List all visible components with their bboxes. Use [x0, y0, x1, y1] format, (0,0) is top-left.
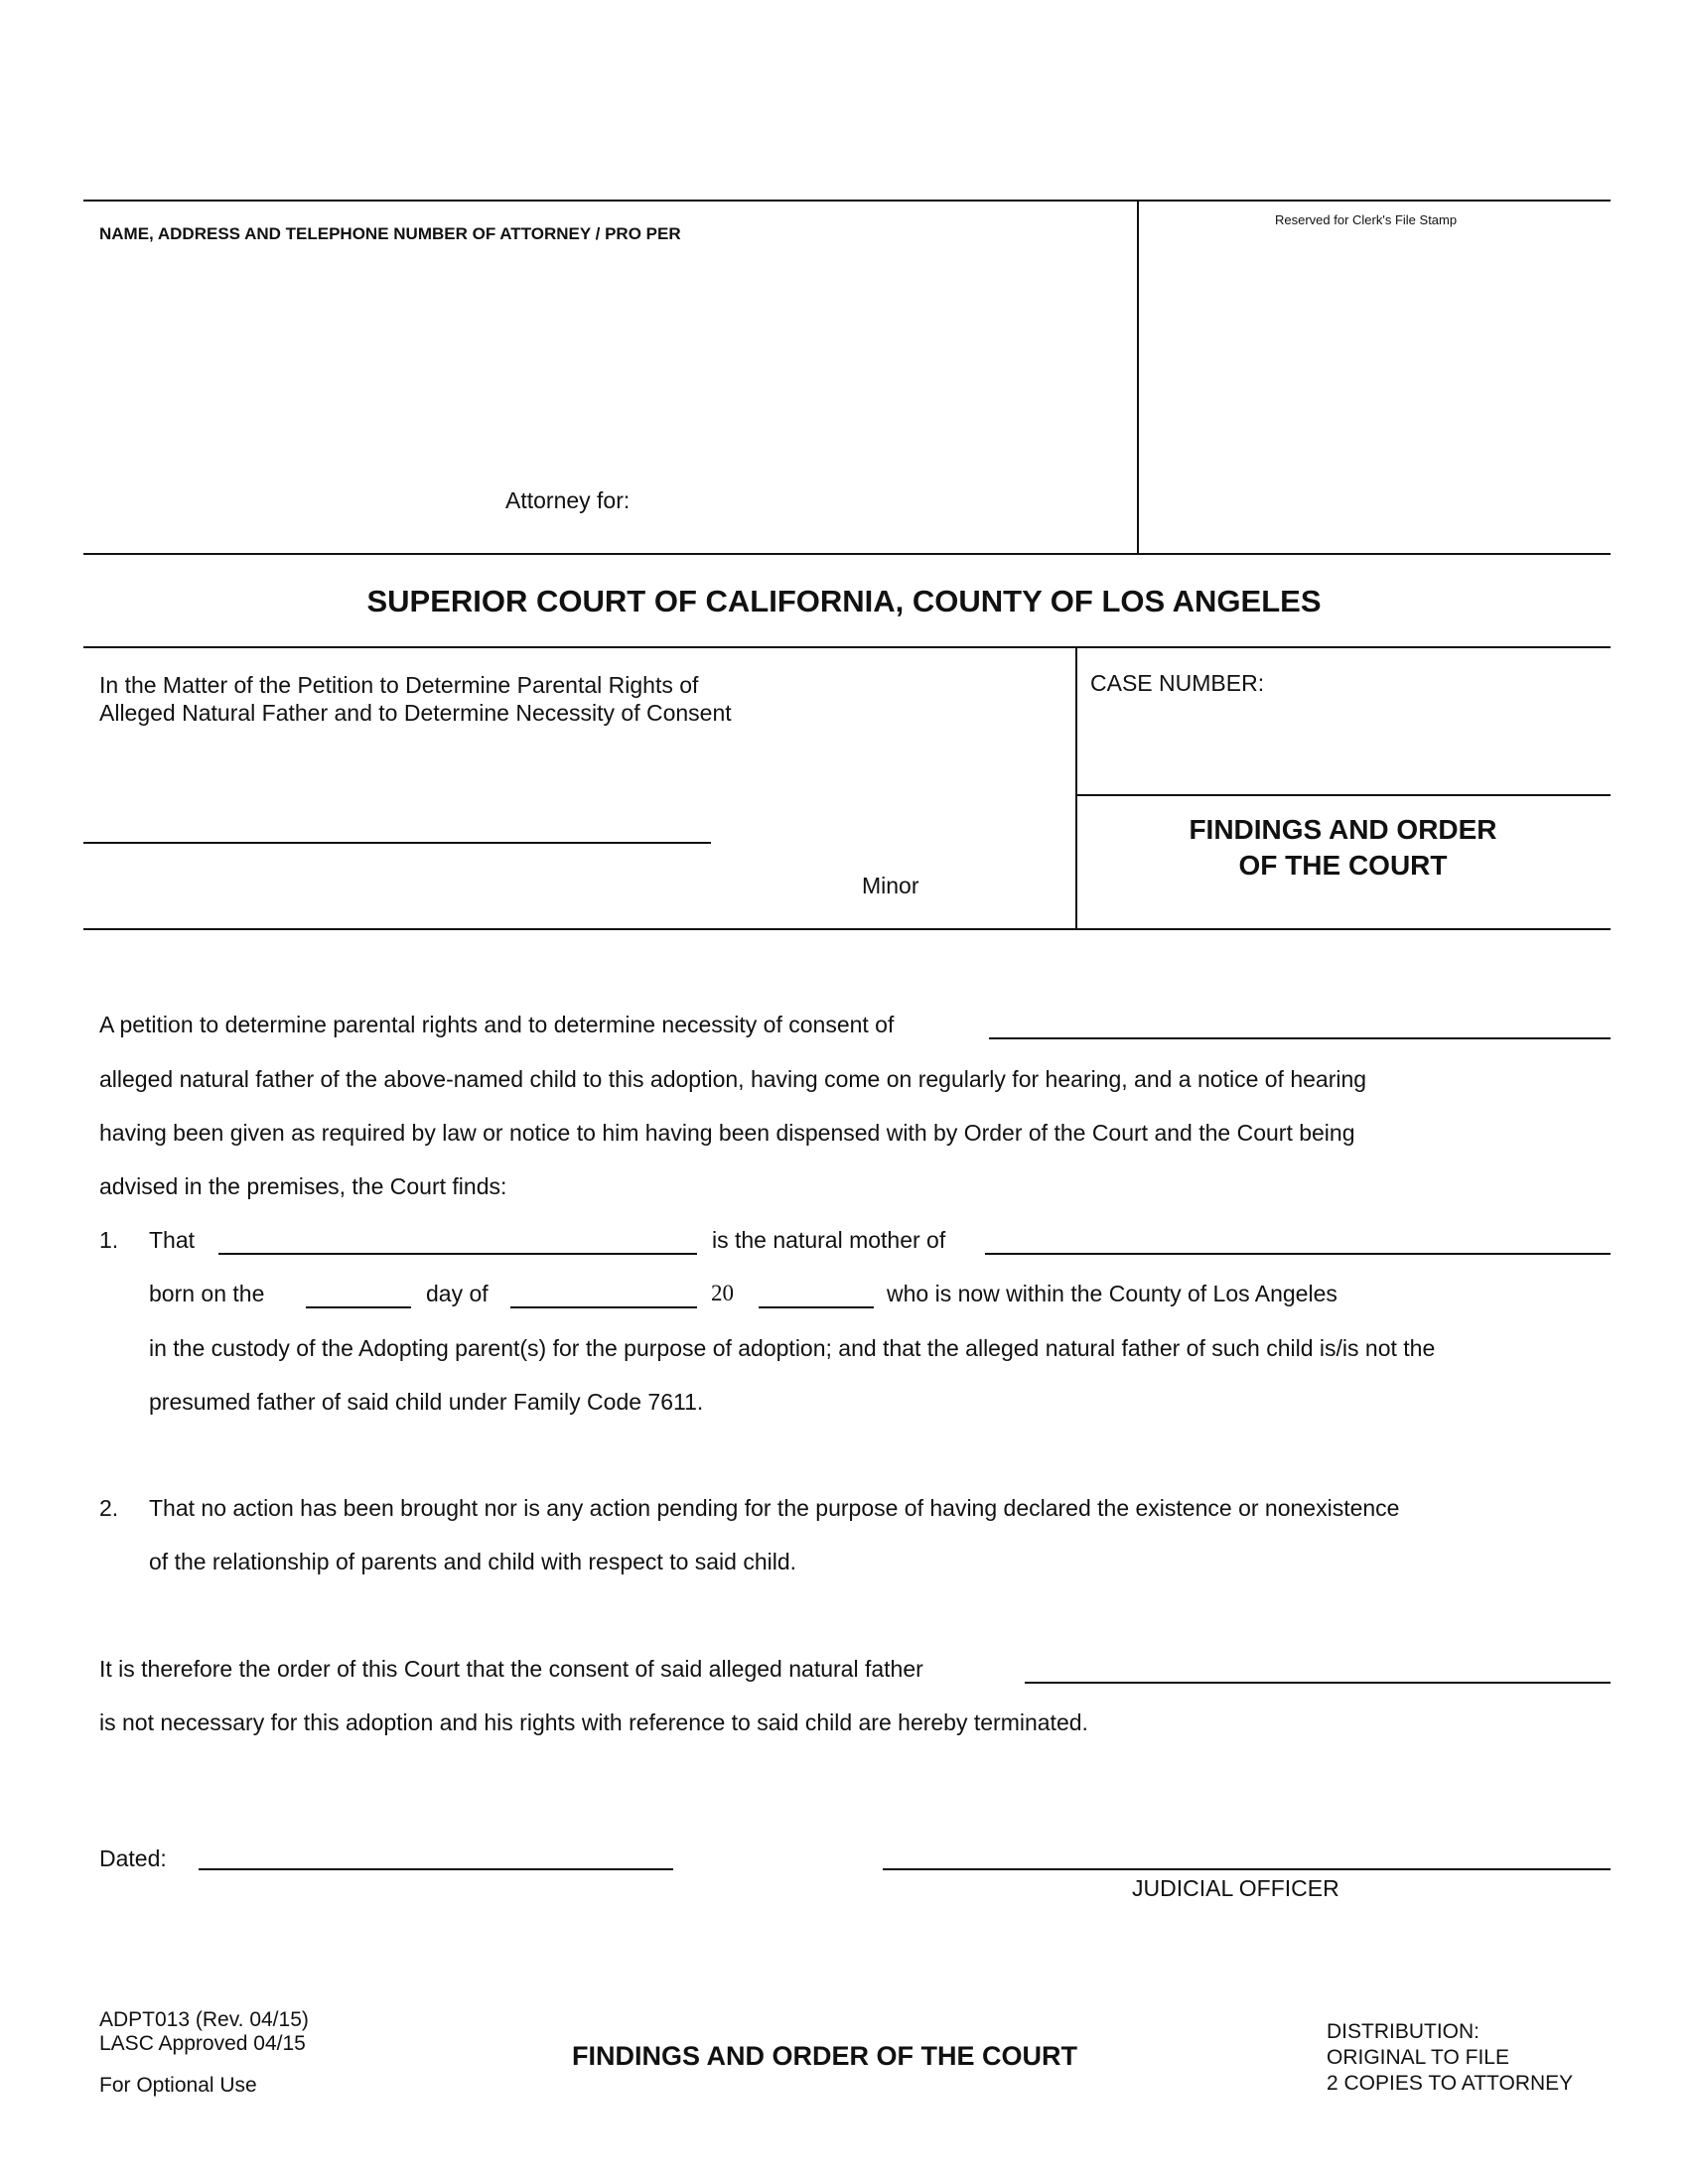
attorney-info-label: NAME, ADDRESS AND TELEPHONE NUMBER OF ATTORNEY / PRO PER [99, 224, 681, 243]
case-number-rule [1075, 794, 1611, 796]
intro-line-4: advised in the premises, the Court finds: [99, 1173, 507, 1199]
birth-year-field[interactable] [759, 1306, 874, 1308]
judicial-officer-label: JUDICIAL OFFICER [1132, 1875, 1339, 1901]
intro-line-2: alleged natural father of the above-named child to this adoption, having come on regularly for hearing, and a notice of hearing [99, 1066, 1367, 1092]
attorney-info-field[interactable] [95, 256, 1118, 465]
clerk-stamp-label: Reserved for Clerk's File Stamp [1275, 212, 1458, 227]
case-number-field[interactable] [1090, 705, 1597, 788]
distribution-original: ORIGINAL TO FILE [1327, 2046, 1509, 2069]
footer-title: FINDINGS AND ORDER OF THE COURT [572, 2041, 1077, 2071]
item-1-county: who is now within the County of Los Angeles [887, 1281, 1337, 1306]
item-1-line-4: presumed father of said child under Family Code 7611. [149, 1389, 704, 1415]
header-divider [1137, 200, 1139, 553]
court-name: SUPERIOR COURT OF CALIFORNIA, COUNTY OF LOS ANGELES [366, 584, 1322, 618]
item-1-line-3: in the custody of the Adopting parent(s) for the purpose of adoption; and that the alleged natural father of such child is/is not the [149, 1335, 1436, 1361]
header-top-rule [83, 200, 1611, 202]
distribution-label: DISTRIBUTION: [1327, 2020, 1480, 2043]
item-2-number: 2. [99, 1495, 119, 1521]
judicial-officer-signature-line[interactable] [883, 1868, 1611, 1870]
birth-month-field[interactable] [510, 1306, 697, 1308]
item-1-number: 1. [99, 1227, 119, 1253]
intro-line-3: having been given as required by law or notice to him having been dispensed with by Order of the Court and the Court being [99, 1120, 1355, 1146]
item-2-line-1: That no action has been brought nor is any action pending for the purpose of having declared the existence or nonexistence [149, 1495, 1400, 1521]
dated-label: Dated: [99, 1845, 167, 1871]
matter-line-2: Alleged Natural Father and to Determine Necessity of Consent [99, 700, 732, 726]
form-number: ADPT013 (Rev. 04/15) [99, 2008, 309, 2031]
item-1-mother-of: is the natural mother of [712, 1227, 946, 1253]
minor-label: Minor [862, 873, 919, 898]
item-1-day-of: day of [426, 1281, 489, 1306]
case-number-label: CASE NUMBER: [1090, 670, 1265, 696]
intro-line-1: A petition to determine parental rights and to determine necessity of consent of [99, 1012, 895, 1037]
mother-name-field[interactable] [218, 1253, 697, 1255]
caption-bottom-rule [83, 928, 1611, 930]
matter-line-1: In the Matter of the Petition to Determine Parental Rights of [99, 672, 699, 698]
minor-name-field[interactable] [83, 842, 711, 844]
birth-day-field[interactable] [306, 1306, 411, 1308]
item-2-line-2: of the relationship of parents and child with respect to said child. [149, 1549, 797, 1574]
order-father-name-field[interactable] [1025, 1682, 1611, 1684]
father-name-field[interactable] [989, 1037, 1611, 1039]
optional-use: For Optional Use [99, 2074, 257, 2097]
court-bottom-rule [83, 646, 1611, 648]
lasc-approved: LASC Approved 04/15 [99, 2032, 306, 2055]
item-1-that: That [149, 1227, 196, 1253]
form-title-line-2: OF THE COURT [1238, 850, 1448, 881]
item-1-year-prefix: 20 [711, 1281, 734, 1305]
dated-field[interactable] [199, 1868, 673, 1870]
distribution-copies: 2 COPIES TO ATTORNEY [1327, 2072, 1574, 2095]
child-name-field[interactable] [985, 1253, 1611, 1255]
order-line-1: It is therefore the order of this Court that the consent of said alleged natural father [99, 1656, 923, 1682]
header-bottom-rule [83, 553, 1611, 555]
item-1-born-on: born on the [149, 1281, 265, 1306]
order-line-2: is not necessary for this adoption and his rights with reference to said child are hereby terminated. [99, 1709, 1088, 1735]
form-title-line-1: FINDINGS AND ORDER [1189, 814, 1497, 845]
attorney-for-label: Attorney for: [505, 487, 631, 513]
caption-divider [1075, 646, 1077, 929]
attorney-for-field[interactable] [645, 482, 1112, 518]
